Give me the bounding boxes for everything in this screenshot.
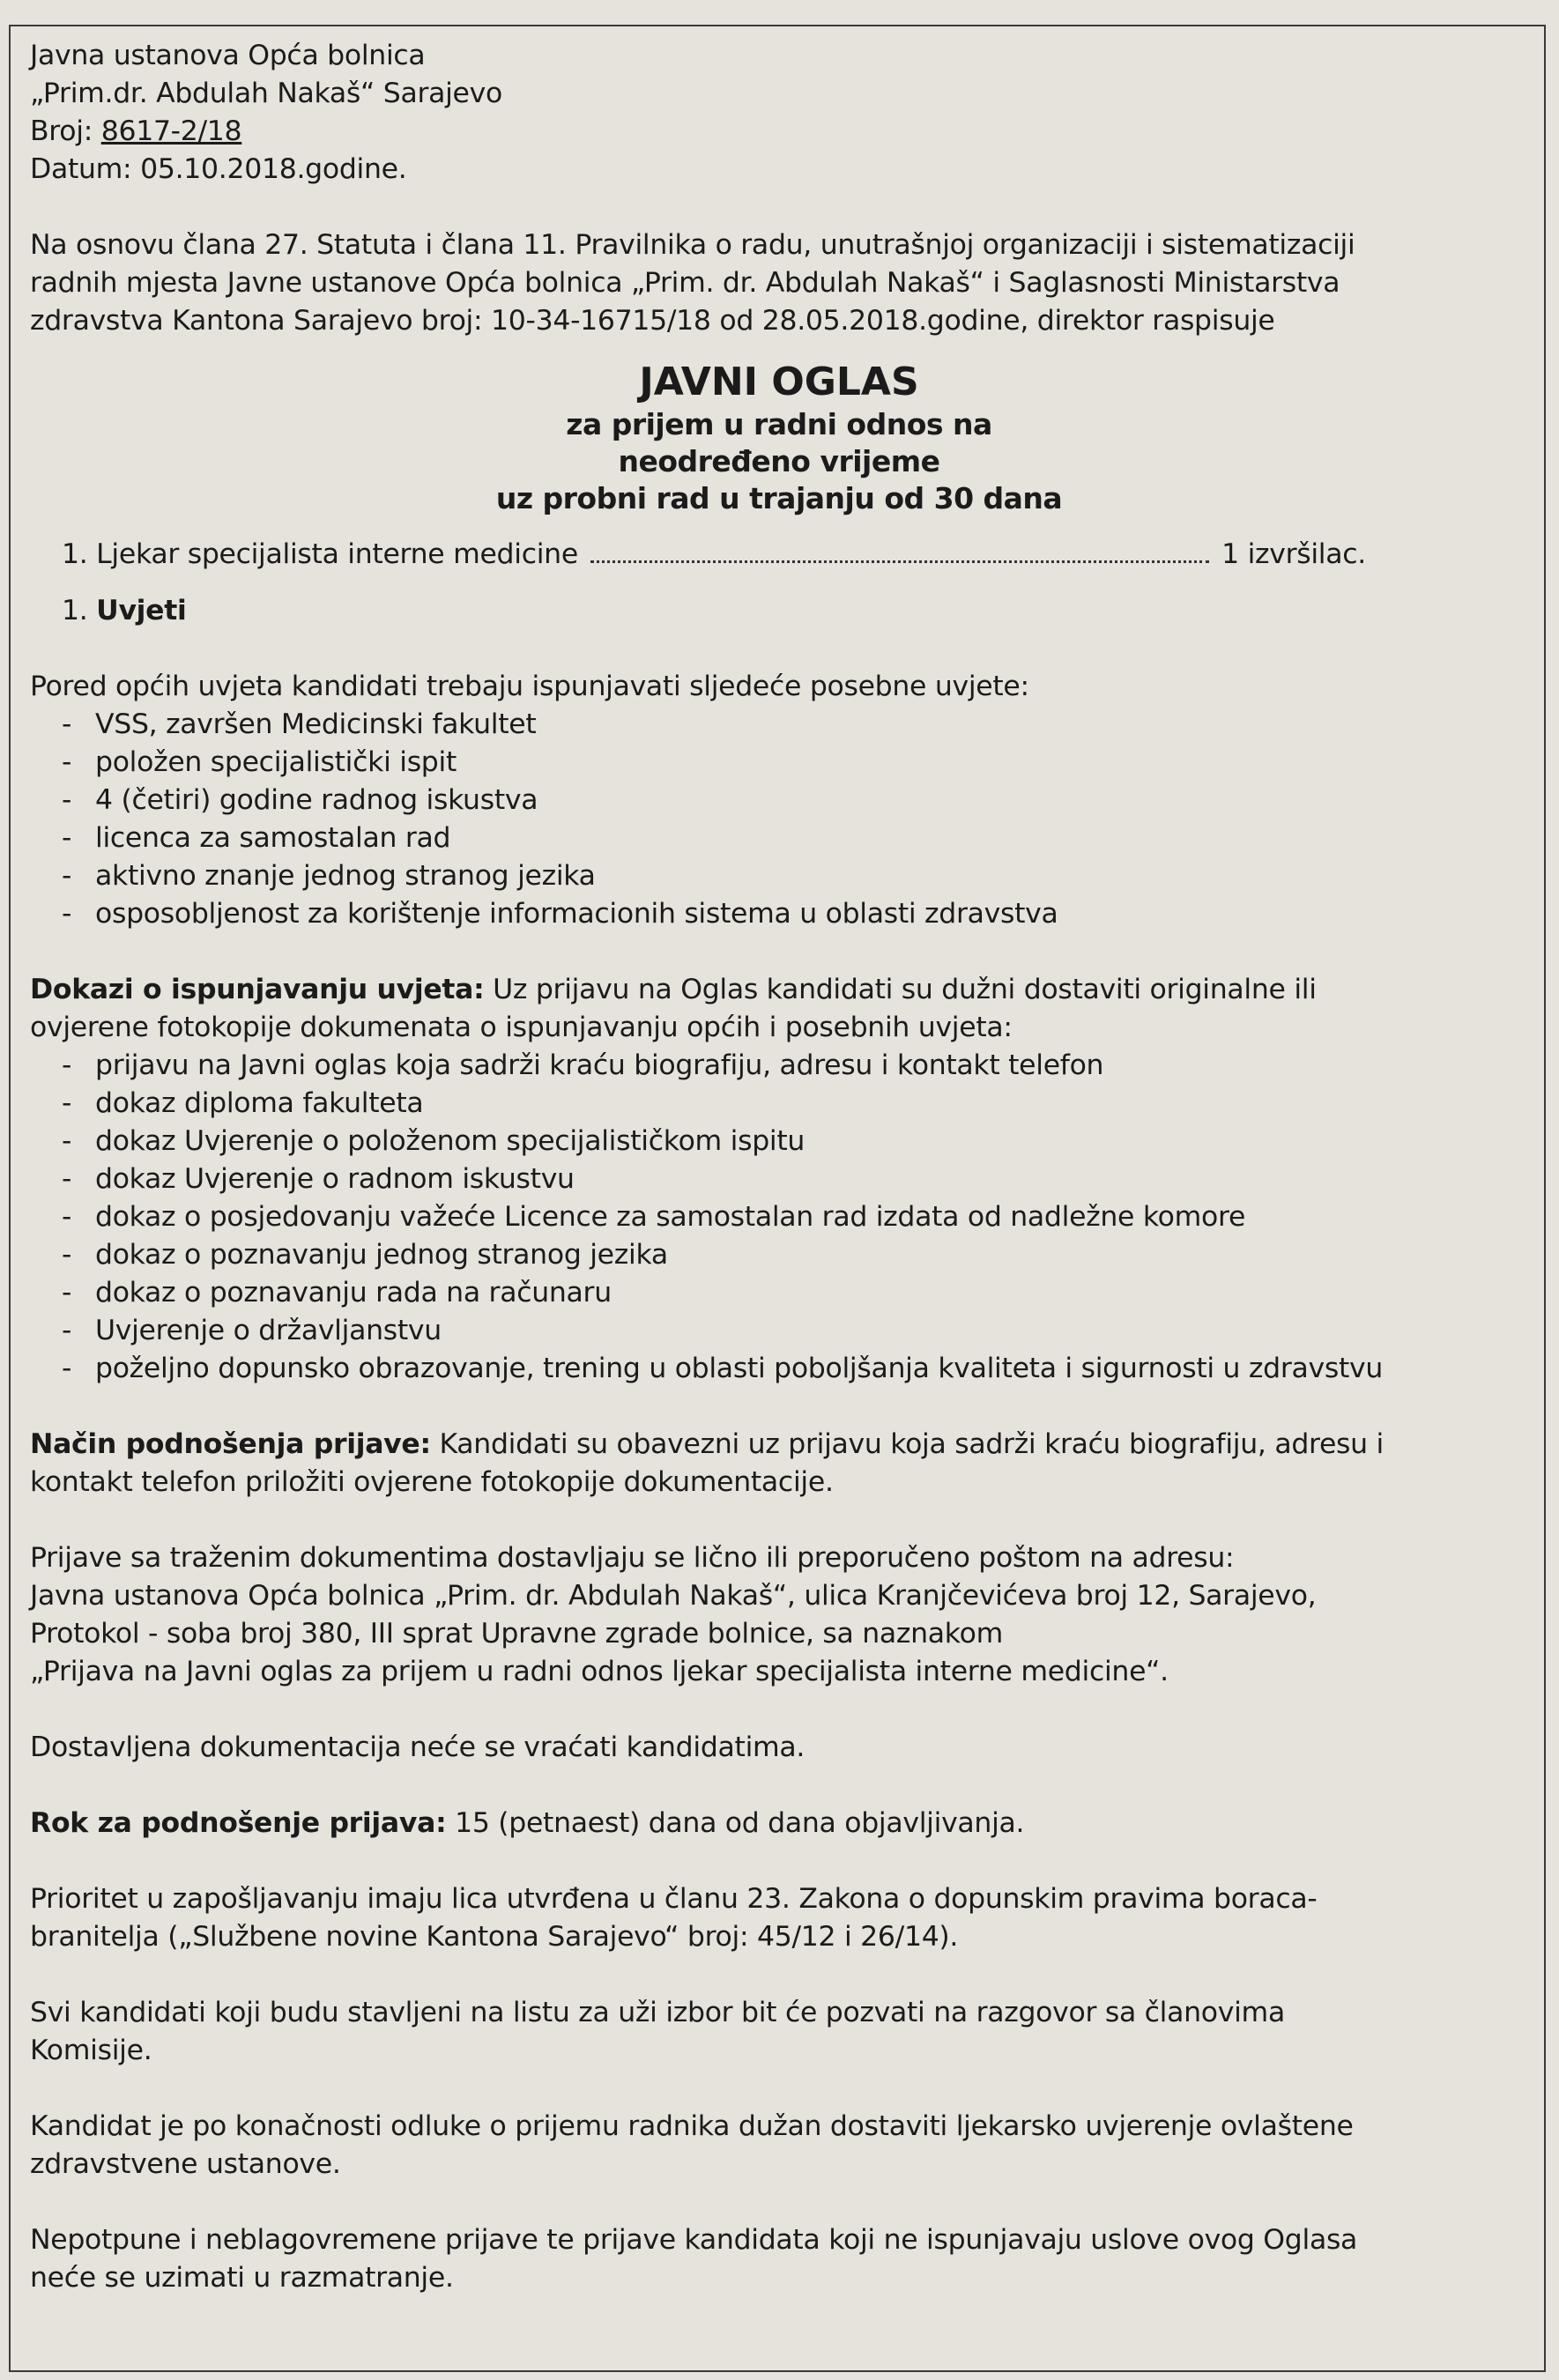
proof-item: - dokaz diploma fakulteta [30, 1085, 1528, 1123]
conditions-intro: Pored općih uvjeta kandidati trebaju ispunjavati sljedeće posebne uvjete: [30, 671, 1029, 702]
incomplete-paragraph [30, 2221, 1528, 2297]
interview-line: Svi kandidati koji budu stavljeni na listu za uži izbor bit će pozvati na razgovor sa članovima [30, 1997, 1285, 2028]
deadline-text: 15 (petnaest) dana od dana objavljivanja. [446, 1807, 1025, 1839]
broj-label: Broj: [30, 115, 101, 147]
priority-paragraph [30, 1880, 1528, 1956]
condition-item: - aktivno znanje jednog stranog jezika [30, 857, 1528, 895]
subtitle-line: uz probni rad u trajanju od 30 dana [495, 481, 1063, 515]
address-line: „Prijava na Javni oglas za prijem u radni odnos ljekar specijalista interne medicine“. [30, 1656, 1169, 1687]
proof-item: - Uvjerenje o državljanstvu [30, 1312, 1528, 1350]
proofs-paragraph [30, 971, 1528, 1047]
condition-item: - osposobljenost za korištenje informacionih sistema u oblasti zdravstva [30, 895, 1528, 933]
header-block [30, 37, 1528, 189]
proof-item: - dokaz o poznavanju jednog stranog jezika [30, 1236, 1528, 1274]
proof-item: - dokaz o posjedovanju važeće Licence za samostalan rad izdata od nadležne komore [30, 1198, 1528, 1236]
proof-item: - dokaz o poznavanju rada na računaru [30, 1274, 1528, 1312]
position-count: 1 izvršilac. [1221, 538, 1366, 570]
address-line: Prijave sa traženim dokumentima dostavljaju se lično ili preporučeno poštom na adresu: [30, 1542, 1235, 1574]
interview-line: Komisije. [30, 2035, 152, 2066]
proofs-list [30, 1047, 1528, 1388]
incomplete-line: Nepotpune i neblagovremene prijave te prijave kandidata koji ne ispunjavaju uslove ovog Oglasa [30, 2224, 1358, 2256]
reference-number [30, 113, 1528, 151]
address-line: Javna ustanova Opća bolnica „Prim. dr. Abdulah Nakaš“, ulica Kranjčevićeva broj 12, Sarajevo, [30, 1580, 1317, 1612]
intro-paragraph [30, 226, 1528, 340]
intro-line: zdravstva Kantona Sarajevo broj: 10-34-16715/18 od 28.05.2018.godine, direktor raspisuje [30, 305, 1275, 337]
title-block [30, 359, 1528, 517]
medical-line: zdravstvene ustanove. [30, 2148, 341, 2180]
condition-item: - VSS, završen Medicinski fakultet [30, 706, 1528, 744]
priority-line: branitelja („Službene novine Kantona Sarajevo“ broj: 45/12 i 26/14). [30, 1921, 959, 1953]
proof-item: - prijavu na Javni oglas koja sadrži kraću biografiju, adresu i kontakt telefon [30, 1047, 1528, 1085]
intro-line: Na osnovu člana 27. Statuta i člana 11. Pravilnika o radu, unutrašnjoj organizaciji i sistematizaciji [30, 229, 1355, 261]
proofs-label: Dokazi o ispunjavanju uvjeta: [30, 974, 485, 1005]
deadline-paragraph [30, 1805, 1528, 1842]
document-date: Datum: 05.10.2018.godine. [30, 153, 407, 185]
subtitle-line: neodređeno vrijeme [618, 444, 940, 478]
interview-paragraph [30, 1994, 1528, 2070]
condition-item: - položen specijalistički ispit [30, 744, 1528, 782]
proofs-text: ovjerene fotokopije dokumenata o ispunjavanju općih i posebnih uvjeta: [30, 1012, 1013, 1043]
proof-item: - dokaz Uvjerenje o radnom iskustvu [30, 1160, 1528, 1198]
institution-line2: „Prim.dr. Abdulah Nakaš“ Sarajevo [30, 78, 502, 109]
medical-paragraph [30, 2108, 1528, 2184]
medical-line: Kandidat je po konačnosti odluke o prijemu radnika dužan dostaviti ljekarsko uvjerenje ovlaštene [30, 2110, 1354, 2142]
dot-leader [590, 560, 1209, 563]
condition-item: - licenca za samostalan rad [30, 819, 1528, 857]
submission-label: Način podnošenja prijave: [30, 1428, 431, 1460]
condition-item: - 4 (četiri) godine radnog iskustva [30, 782, 1528, 819]
intro-line: radnih mjesta Javne ustanove Opća bolnica „Prim. dr. Abdulah Nakaš“ i Saglasnosti Ministarstva [30, 267, 1340, 299]
subtitle-line: za prijem u radni odnos na [566, 407, 992, 441]
document-title: JAVNI OGLAS [639, 360, 919, 404]
proofs-text: Uz prijavu na Oglas kandidati su dužni dostaviti originalne ili [484, 974, 1317, 1005]
conditions-list [30, 706, 1528, 933]
deadline-label: Rok za podnošenje prijava: [30, 1807, 447, 1839]
submission-text: Kandidati su obavezni uz prijavu koja sadrži kraću biografiju, adresu i [430, 1428, 1384, 1460]
position-line [30, 536, 1366, 574]
proof-item: - dokaz Uvjerenje o položenom specijalističkom ispitu [30, 1123, 1528, 1160]
address-paragraph [30, 1539, 1528, 1691]
incomplete-line: neće se uzimati u razmatranje. [30, 2262, 454, 2294]
return-note: Dostavljena dokumentacija neće se vraćati kandidatima. [30, 1731, 805, 1763]
broj-value: 8617-2/18 [100, 115, 242, 147]
submission-paragraph [30, 1426, 1528, 1501]
priority-line: Prioritet u zapošljavanju imaju lica utvrđena u članu 23. Zakona o dopunskim pravima boraca- [30, 1883, 1318, 1915]
submission-text: kontakt telefon priložiti ovjerene fotokopije dokumentacije. [30, 1466, 834, 1498]
institution-line1: Javna ustanova Opća bolnica [30, 40, 426, 71]
conditions-heading-text: Uvjeti [96, 595, 187, 627]
address-line: Protokol - soba broj 380, III sprat Upravne zgrade bolnice, sa naznakom [30, 1618, 1003, 1650]
conditions-heading [30, 592, 1528, 630]
position-label: 1. Ljekar specijalista interne medicine [62, 538, 578, 570]
conditions-number: 1. [62, 595, 97, 627]
proof-item: - poželjno dopunsko obrazovanje, trening u oblasti poboljšanja kvaliteta i sigurnosti u zdravstvu [30, 1350, 1528, 1388]
announcement-document [30, 37, 1528, 2297]
